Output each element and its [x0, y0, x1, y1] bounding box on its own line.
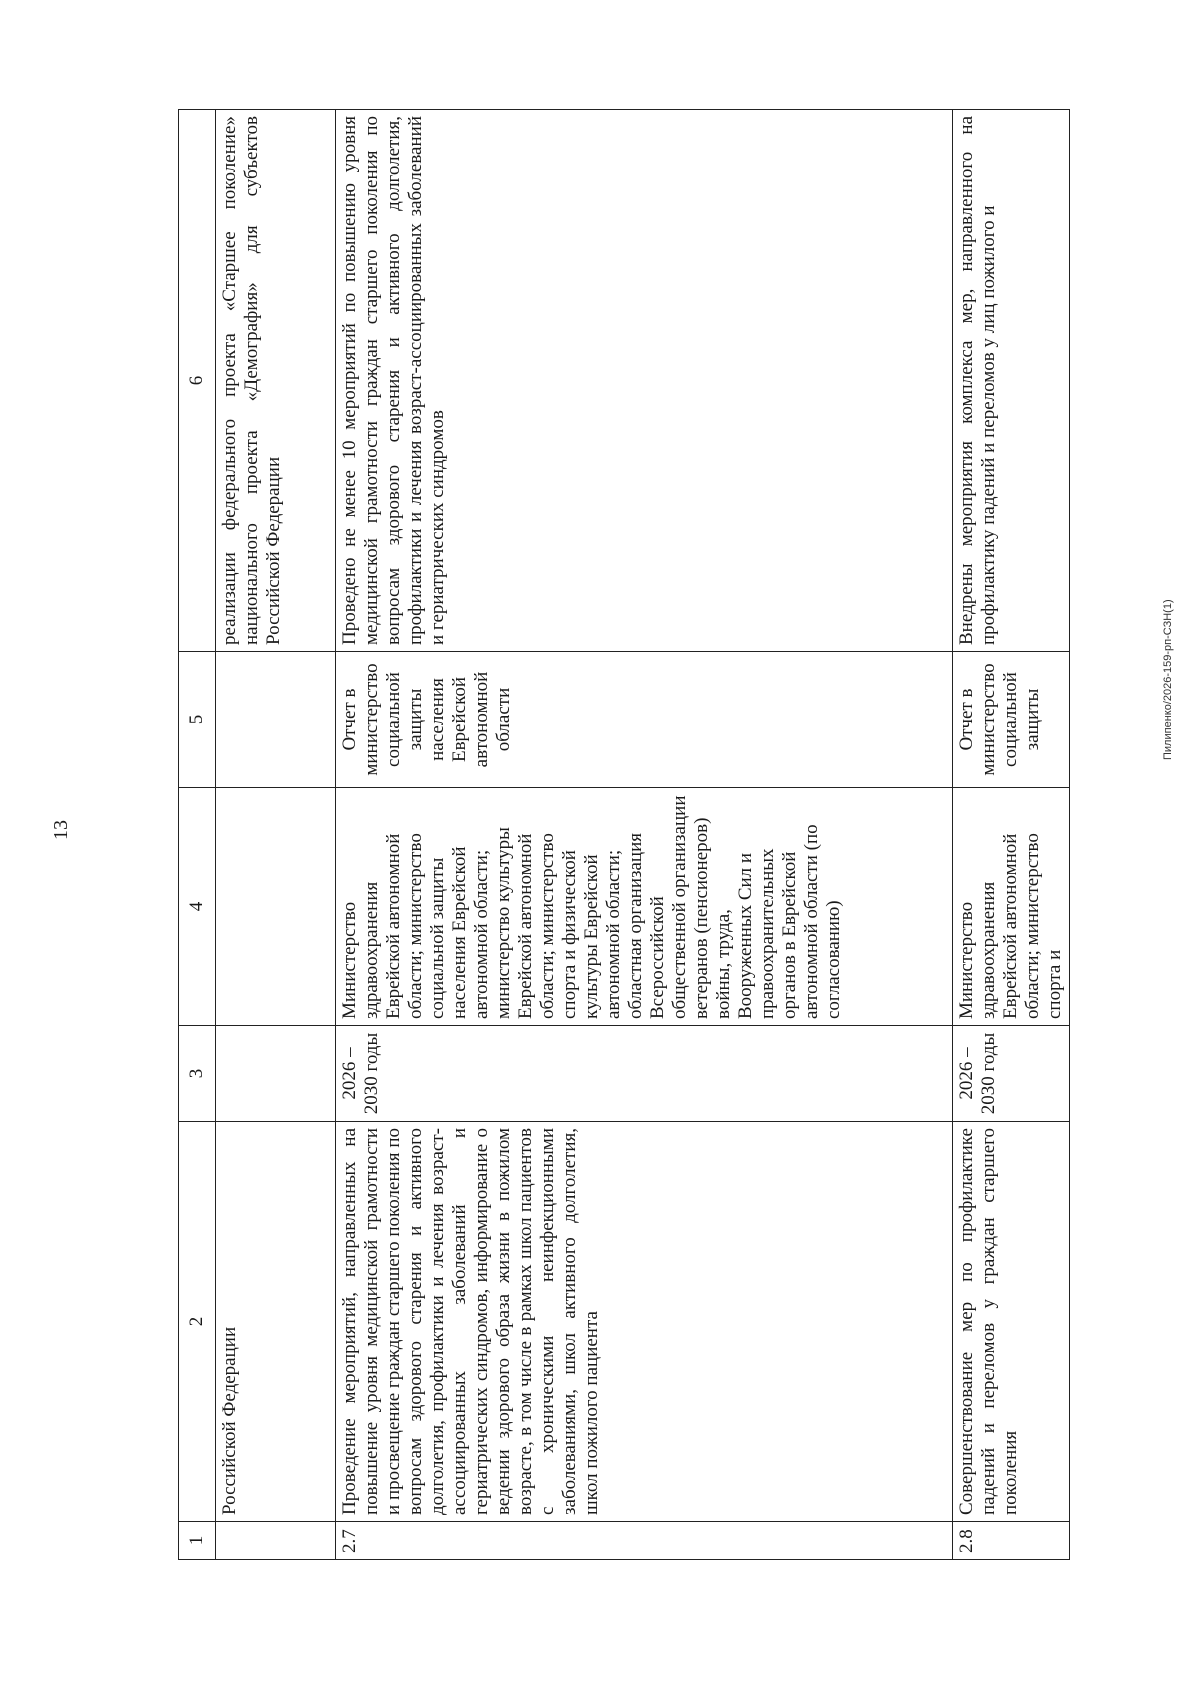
header-cell: 6 — [179, 110, 216, 652]
term-cell — [216, 1026, 336, 1122]
header-cell: 5 — [179, 652, 216, 788]
report-form-cell: Отчет в министерство социальной защиты — [953, 652, 1070, 788]
executors-cell: Министерство здравоохранения Еврейской автономной области; министерство спорта и — [953, 788, 1070, 1026]
table-row — [216, 110, 336, 1560]
header-cell: 1 — [179, 1522, 216, 1560]
result-cell: Проведено не менее 10 мероприятий по повышению уровня медицинской грамотности граждан старшего поколения по вопросам здорового старения и активного долголетия, профилактики и лечения возраст-ассоциированных заболеваний и гериатрических синдромов — [336, 110, 953, 652]
measures-table — [178, 109, 1070, 1560]
row-number — [216, 1522, 336, 1560]
table-row — [336, 110, 953, 1560]
executors-cell: Министерство здравоохранения Еврейской автономной области; министерство социальной защиты населения Еврейской автономной области; министерство культуры Еврейской автономной области; министерство спорта и физической культуры Еврейской автономной области; областная организация Всероссийской общественной организации ветеранов (пенсионеров) войны, труда, Вооруженных Сил и правоохранительных органов в Еврейской автономной области (по согласованию) — [336, 788, 953, 1026]
table-row — [953, 110, 1070, 1560]
rotated-table-container — [178, 110, 1128, 1560]
table-header-row — [179, 110, 216, 1560]
header-cell: 4 — [179, 788, 216, 1026]
row-number: 2.7 — [336, 1522, 953, 1560]
report-form-cell — [216, 652, 336, 788]
document-code: Пилипенко/2026-159-рп-СЗН(1) — [1162, 599, 1174, 760]
header-cell: 2 — [179, 1122, 216, 1522]
report-form-cell: Отчет в министерство социальной защиты населения Еврейской автономной области — [336, 652, 953, 788]
executors-cell — [216, 788, 336, 1026]
term-cell: 2026 – 2030 годы — [953, 1026, 1070, 1122]
result-cell: реализации федерального проекта «Старшее поколение» национального проекта «Демография» для субъектов Российской Федерации — [216, 110, 336, 652]
page-number: 13 — [50, 820, 72, 840]
measure-cell: Российской Федерации — [216, 1122, 336, 1522]
measure-cell: Проведение мероприятий, направленных на повышение уровня медицинской грамотности и просвещение граждан старшего поколения по вопросам здорового старения и активного долголетия, профилактики и лечения возраст-ассоциированных заболеваний и гериатрических синдромов, информирование о ведении здорового образа жизни в пожилом возрасте, в том числе в рамках школ пациентов с хроническими неинфекционными заболеваниями, школ активного долголетия, школ пожилого пациента — [336, 1122, 953, 1522]
result-cell: Внедрены мероприятия комплекса мер, направленного на профилактику падений и переломов у лиц пожилого и — [953, 110, 1070, 652]
measure-cell: Совершенствование мер по профилактике падений и переломов у граждан старшего поколения — [953, 1122, 1070, 1522]
row-number: 2.8 — [953, 1522, 1070, 1560]
term-cell: 2026 – 2030 годы — [336, 1026, 953, 1122]
header-cell: 3 — [179, 1026, 216, 1122]
